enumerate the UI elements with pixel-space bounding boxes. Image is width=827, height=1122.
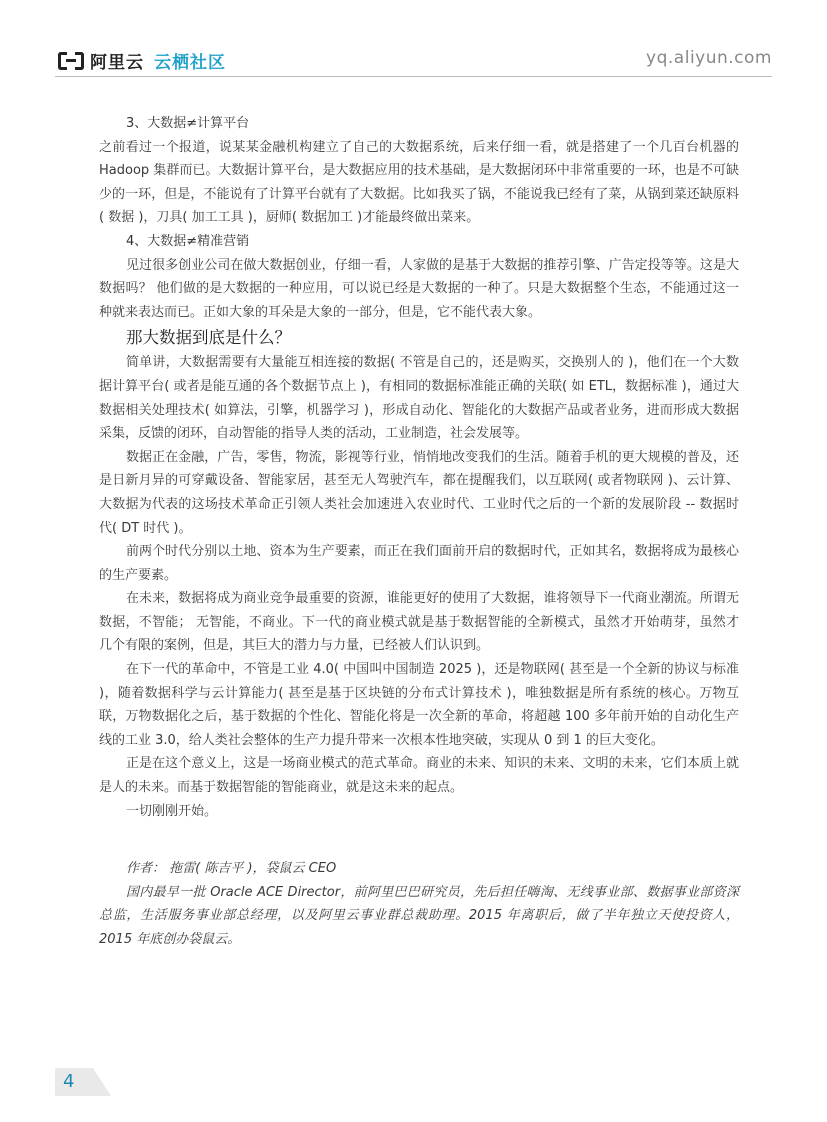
- paragraph-3: 前两个时代分别以土地、资本为生产要素，而正在我们面前开启的数据时代，正如其名，数据将成为最核心的生产要素。: [99, 544, 739, 583]
- article-body: [99, 112, 739, 952]
- author-bio: 国内最早一批 Oracle ACE Director，前阿里巴巴研究员，先后担任嗨淘、无线事业部、数据事业部资深总监，生活服务事业部总经理，以及阿里云事业群总裁助理。2015 年离职后，做了半年独立天使投资人，2015 年底创办袋鼠云。: [99, 884, 739, 947]
- paragraph-7: 一切刚刚开始。: [126, 803, 218, 819]
- section-3-paragraph: 之前看过一个报道，说某某金融机构建立了自己的大数据系统，后来仔细一看，就是搭建了一个几百台机器的 Hadoop 集群而已。大数据计算平台，是大数据应用的技术基础，是大数据闭环中非常重要的一环，也是不可缺少的一环，但是，不能说有了计算平台就有了大数据。比如我买了锅，不能说我已经有了菜，从锅到菜还缺原料( 数据 )，刀具( 加工工具 )，厨师( 数据加工 )才能最终做出菜来。: [99, 139, 739, 226]
- page-number: 4: [63, 1071, 75, 1092]
- page-header: [58, 46, 772, 76]
- section-4-title: 4、大数据≠精准营销: [126, 233, 250, 249]
- paragraph-4: 在未来，数据将成为商业竞争最重要的资源，谁能更好的使用了大数据，谁将领导下一代商业潮流。所谓无数据，不智能； 无智能，不商业。下一代的商业模式就是基于数据智能的全新模式，虽然才开始萌芽，虽然才几个有限的案例，但是，其巨大的潜力与力量，已经被人们认识到。: [99, 591, 739, 654]
- author-line: 作者： 拖雷( 陈吉平 )，袋鼠云 CEO: [126, 861, 337, 877]
- section-3-title: 3、大数据≠计算平台: [126, 116, 250, 131]
- section-4-paragraph: 见过很多创业公司在做大数据创业，仔细一看，人家做的是基于大数据的推荐引擎、广告定投等等。这是大数据吗？ 他们做的是大数据的一种应用，可以说已经是大数据的一种了。只是大数据整个生态，不能通过这一种就来表达而已。正如大象的耳朵是大象的一部分，但是，它不能代表大象。: [99, 257, 739, 320]
- site-url: yq.aliyun.com: [646, 48, 772, 68]
- header-divider: [55, 76, 772, 77]
- brand-subtitle: 云栖社区: [154, 53, 226, 73]
- paragraph-1: 简单讲，大数据需要有大量能互相连接的数据( 不管是自己的，还是购买，交换别人的 )，他们在一个大数据计算平台( 或者是能互通的各个数据节点上 )，有相同的数据标准能正确的关联( 如 ETL，数据标准 )，通过大数据相关处理技术( 如算法，引擎，机器学习 )，形成自动化、智能化的大数据产品或者业务，进而形成大数据采集，反馈的闭环，自动智能的指导人类的活动，工业制造，社会发展等。: [99, 355, 739, 442]
- aliyun-logo: [58, 48, 226, 73]
- paragraph-5: 在下一代的革命中，不管是工业 4.0( 中国叫中国制造 2025 )，还是物联网( 甚至是一个全新的协议与标准 )，随着数据科学与云计算能力( 甚至是基于区块链的分布式计算技术 )，唯独数据是所有系统的核心。万物互联，万物数据化之后，基于数据的个性化、智能化将是一次全新的革命，将超越 100 多年前开始的自动化生产线的工业 3.0，给人类社会整体的生产力提升带来一次根本性地突破，实现从 0 到 1 的巨大变化。: [99, 662, 739, 748]
- main-heading: 那大数据到底是什么？: [126, 328, 291, 348]
- paragraph-2: 数据正在金融，广告，零售，物流，影视等行业，悄悄地改变我们的生活。随着手机的更大规模的普及，还是日新月异的可穿戴设备、智能家居，甚至无人驾驶汽车，都在提醒我们，以互联网( 或者物联网 )、云计算、大数据为代表的这场技术革命正引领人类社会加速进入农业时代、工业时代之后的一个新的发展阶段 -- 数据时代( DT 时代 )。: [99, 449, 739, 536]
- paragraph-6: 正是在这个意义上，这是一场商业模式的范式革命。商业的未来、知识的未来、文明的未来，它们本质上就是人的未来。而基于数据智能的智能商业，就是这未来的起点。: [99, 756, 739, 796]
- aliyun-logo-icon: [58, 52, 84, 70]
- brand-name: 阿里云: [90, 53, 144, 73]
